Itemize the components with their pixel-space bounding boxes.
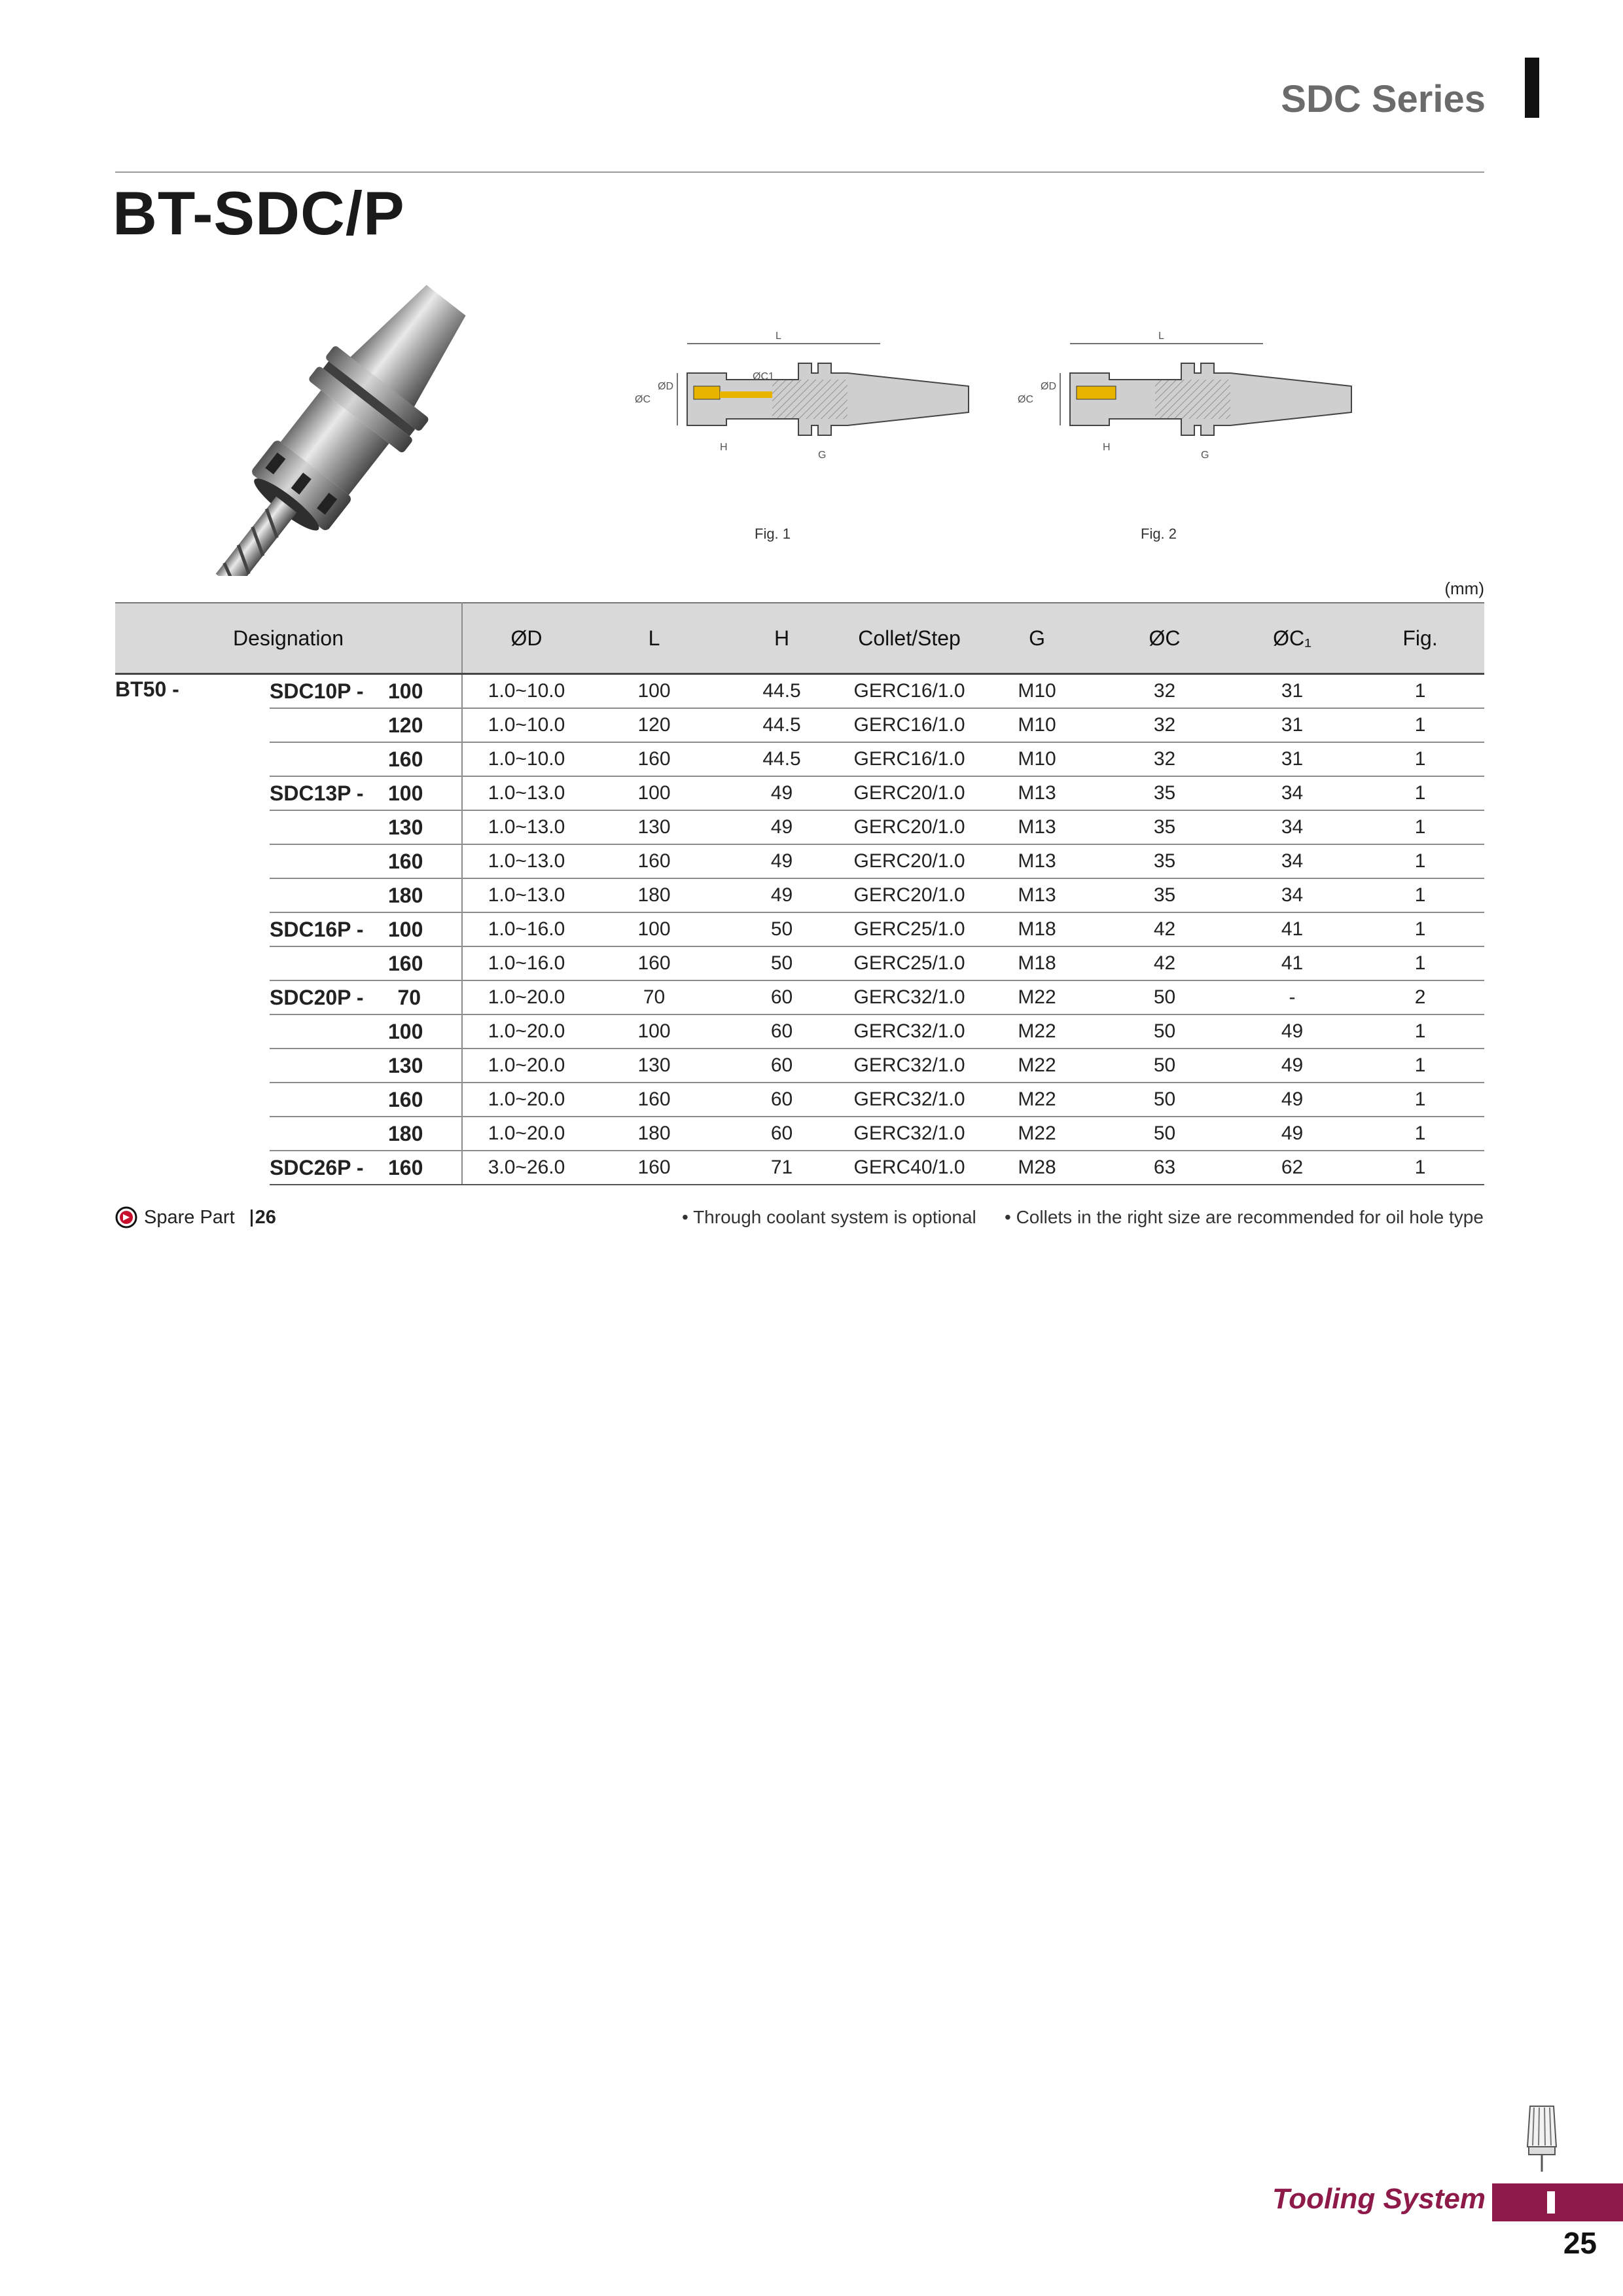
- cell-l: 160: [590, 742, 718, 776]
- cell-d: 1.0~20.0: [462, 1117, 590, 1151]
- svg-text:ØC: ØC: [1018, 394, 1033, 405]
- cell-collet: GERC32/1.0: [846, 1117, 973, 1151]
- cell-h: 49: [718, 776, 846, 810]
- cell-l: 120: [590, 708, 718, 742]
- length-cell: 70: [388, 980, 462, 1014]
- cell-collet: GERC25/1.0: [846, 946, 973, 980]
- cell-g: M22: [973, 1117, 1101, 1151]
- svg-text:ØC1: ØC1: [753, 371, 774, 382]
- cell-c1: 49: [1228, 1083, 1356, 1117]
- header-fig: Fig.: [1356, 603, 1484, 674]
- fig1-drawing: [622, 314, 988, 511]
- cell-c1: 49: [1228, 1049, 1356, 1083]
- cell-c: 63: [1101, 1151, 1228, 1185]
- cell-d: 1.0~13.0: [462, 810, 590, 844]
- svg-text:ØD: ØD: [658, 381, 673, 392]
- cell-h: 44.5: [718, 674, 846, 709]
- fig2-caption: Fig. 2: [1141, 526, 1177, 542]
- cell-g: M10: [973, 708, 1101, 742]
- cell-collet: GERC16/1.0: [846, 674, 973, 709]
- fig1-caption: Fig. 1: [755, 526, 791, 542]
- table-row: [115, 1049, 1484, 1083]
- cell-fig: 1: [1356, 708, 1484, 742]
- section-tab-mark: [1547, 2191, 1555, 2214]
- group-label: BT50 -: [115, 677, 179, 701]
- cell-h: 60: [718, 1049, 846, 1083]
- spare-part-page-number: 26: [255, 1206, 276, 1228]
- table-row: [115, 708, 1484, 742]
- length-cell: 100: [388, 674, 462, 709]
- cell-h: 60: [718, 980, 846, 1014]
- cell-l: 160: [590, 1083, 718, 1117]
- cell-fig: 1: [1356, 844, 1484, 878]
- table-row: [115, 1014, 1484, 1049]
- header-l: L: [590, 603, 718, 674]
- model-cell: [270, 1117, 388, 1151]
- table-row: [115, 912, 1484, 946]
- cell-c: 50: [1101, 1049, 1228, 1083]
- cell-l: 100: [590, 776, 718, 810]
- cell-g: M10: [973, 674, 1101, 709]
- cell-fig: 1: [1356, 1014, 1484, 1049]
- cell-fig: 1: [1356, 1083, 1484, 1117]
- cell-c1: 34: [1228, 776, 1356, 810]
- cell-fig: 1: [1356, 1117, 1484, 1151]
- model-cell: [270, 844, 388, 878]
- cell-h: 50: [718, 912, 846, 946]
- cell-g: M13: [973, 878, 1101, 912]
- page-number: 25: [1563, 2226, 1597, 2260]
- spare-part-label: Spare Part: [144, 1206, 235, 1228]
- table-row: [115, 1083, 1484, 1117]
- svg-text:G: G: [1201, 450, 1209, 461]
- table-row: [115, 1151, 1484, 1185]
- table-row: [115, 844, 1484, 878]
- cell-g: M13: [973, 844, 1101, 878]
- cell-c1: -: [1228, 980, 1356, 1014]
- section-tab-marker: [1525, 58, 1539, 118]
- cell-d: 1.0~10.0: [462, 742, 590, 776]
- cell-l: 100: [590, 1014, 718, 1049]
- length-cell: 160: [388, 1151, 462, 1185]
- cell-d: 1.0~16.0: [462, 946, 590, 980]
- model-cell: SDC16P -: [270, 912, 388, 946]
- header-h: H: [718, 603, 846, 674]
- cell-g: M10: [973, 742, 1101, 776]
- cell-d: 3.0~26.0: [462, 1151, 590, 1185]
- cell-collet: GERC20/1.0: [846, 776, 973, 810]
- cell-g: M28: [973, 1151, 1101, 1185]
- cell-l: 160: [590, 844, 718, 878]
- spare-part-page: [251, 1207, 276, 1229]
- cell-d: 1.0~20.0: [462, 1083, 590, 1117]
- cell-l: 100: [590, 674, 718, 709]
- unit-label: (mm): [1444, 579, 1484, 598]
- cell-g: M18: [973, 912, 1101, 946]
- cell-h: 49: [718, 810, 846, 844]
- cell-fig: 1: [1356, 776, 1484, 810]
- cell-c1: 31: [1228, 708, 1356, 742]
- cell-h: 60: [718, 1083, 846, 1117]
- cell-d: 1.0~20.0: [462, 1049, 590, 1083]
- cell-d: 1.0~13.0: [462, 776, 590, 810]
- cell-fig: 1: [1356, 742, 1484, 776]
- length-cell: 180: [388, 1117, 462, 1151]
- header-d: ØD: [462, 603, 590, 674]
- cell-fig: 1: [1356, 946, 1484, 980]
- cell-c1: 41: [1228, 946, 1356, 980]
- cell-h: 49: [718, 878, 846, 912]
- model-cell: [270, 1014, 388, 1049]
- cell-l: 130: [590, 810, 718, 844]
- cell-fig: 2: [1356, 980, 1484, 1014]
- cell-h: 60: [718, 1117, 846, 1151]
- cell-c: 35: [1101, 810, 1228, 844]
- cell-c1: 62: [1228, 1151, 1356, 1185]
- table-row: [115, 742, 1484, 776]
- cell-fig: 1: [1356, 878, 1484, 912]
- cell-l: 180: [590, 878, 718, 912]
- cell-h: 50: [718, 946, 846, 980]
- cell-l: 160: [590, 1151, 718, 1185]
- length-cell: 160: [388, 844, 462, 878]
- cell-c1: 41: [1228, 912, 1356, 946]
- cell-h: 71: [718, 1151, 846, 1185]
- cell-c1: 49: [1228, 1117, 1356, 1151]
- cell-h: 44.5: [718, 708, 846, 742]
- table-row: [115, 674, 1484, 709]
- collet-icon: [1522, 2101, 1561, 2173]
- cell-g: M18: [973, 946, 1101, 980]
- length-cell: 100: [388, 1014, 462, 1049]
- table-row: [115, 776, 1484, 810]
- svg-text:H: H: [720, 442, 728, 453]
- cell-l: 100: [590, 912, 718, 946]
- svg-text:H: H: [1103, 442, 1111, 453]
- svg-text:ØC: ØC: [635, 394, 651, 405]
- cell-c1: 31: [1228, 674, 1356, 709]
- model-cell: SDC26P -: [270, 1151, 388, 1185]
- svg-text:ØD: ØD: [1041, 381, 1056, 392]
- length-cell: 160: [388, 946, 462, 980]
- length-cell: 130: [388, 1049, 462, 1083]
- length-cell: 160: [388, 742, 462, 776]
- cell-g: M22: [973, 1014, 1101, 1049]
- cell-h: 49: [718, 844, 846, 878]
- header-c: ØC: [1101, 603, 1228, 674]
- cell-c: 32: [1101, 742, 1228, 776]
- cell-c: 35: [1101, 776, 1228, 810]
- cell-c: 32: [1101, 708, 1228, 742]
- cell-d: 1.0~10.0: [462, 674, 590, 709]
- cell-h: 44.5: [718, 742, 846, 776]
- length-cell: 160: [388, 1083, 462, 1117]
- model-cell: [270, 1083, 388, 1117]
- header-c1: ØC₁: [1228, 603, 1356, 674]
- cell-d: 1.0~13.0: [462, 844, 590, 878]
- note-coolant: • Through coolant system is optional: [682, 1207, 976, 1227]
- cell-l: 160: [590, 946, 718, 980]
- section-label: Tooling System: [1272, 2183, 1486, 2215]
- cell-c1: 31: [1228, 742, 1356, 776]
- spec-table: [115, 602, 1484, 1185]
- cell-c: 50: [1101, 1014, 1228, 1049]
- note-collets: • Collets in the right size are recommended for oil hole type: [1005, 1207, 1484, 1227]
- model-cell: [270, 810, 388, 844]
- cell-fig: 1: [1356, 1049, 1484, 1083]
- cell-collet: GERC25/1.0: [846, 912, 973, 946]
- cell-c: 50: [1101, 1117, 1228, 1151]
- cell-collet: GERC20/1.0: [846, 810, 973, 844]
- cell-c: 32: [1101, 674, 1228, 709]
- cell-collet: GERC32/1.0: [846, 1083, 973, 1117]
- fig2-drawing: [1005, 314, 1371, 511]
- cell-d: 1.0~13.0: [462, 878, 590, 912]
- cell-collet: GERC20/1.0: [846, 844, 973, 878]
- length-cell: 120: [388, 708, 462, 742]
- cell-g: M13: [973, 776, 1101, 810]
- model-cell: SDC10P -: [270, 674, 388, 709]
- cell-c1: 34: [1228, 844, 1356, 878]
- model-cell: SDC20P -: [270, 980, 388, 1014]
- tool-holder-photo: [177, 268, 517, 576]
- cell-fig: 1: [1356, 810, 1484, 844]
- table-row: [115, 1117, 1484, 1151]
- cell-fig: 1: [1356, 912, 1484, 946]
- cell-d: 1.0~20.0: [462, 1014, 590, 1049]
- header-divider: [115, 171, 1484, 173]
- cell-fig: 1: [1356, 1151, 1484, 1185]
- cell-d: 1.0~10.0: [462, 708, 590, 742]
- cell-l: 130: [590, 1049, 718, 1083]
- cell-g: M22: [973, 1083, 1101, 1117]
- model-cell: SDC13P -: [270, 776, 388, 810]
- cell-d: 1.0~20.0: [462, 980, 590, 1014]
- spare-part-reference: [115, 1204, 276, 1230]
- page-title: BT-SDC/P: [113, 179, 405, 247]
- cell-c: 42: [1101, 912, 1228, 946]
- length-cell: 180: [388, 878, 462, 912]
- cell-g: M22: [973, 980, 1101, 1014]
- header-designation: Designation: [115, 603, 462, 674]
- table-row: [115, 878, 1484, 912]
- section-tab: [1492, 2183, 1623, 2221]
- cell-c1: 34: [1228, 878, 1356, 912]
- length-cell: 130: [388, 810, 462, 844]
- length-cell: 100: [388, 776, 462, 810]
- svg-text:L: L: [1158, 331, 1164, 342]
- cell-collet: GERC32/1.0: [846, 1049, 973, 1083]
- cell-g: M13: [973, 810, 1101, 844]
- cell-collet: GERC16/1.0: [846, 742, 973, 776]
- cell-l: 70: [590, 980, 718, 1014]
- table-row: [115, 810, 1484, 844]
- cell-collet: GERC16/1.0: [846, 708, 973, 742]
- model-cell: [270, 878, 388, 912]
- cell-c: 42: [1101, 946, 1228, 980]
- svg-text:L: L: [776, 331, 781, 342]
- cell-c1: 34: [1228, 810, 1356, 844]
- cell-g: M22: [973, 1049, 1101, 1083]
- cell-c: 35: [1101, 844, 1228, 878]
- cell-collet: GERC32/1.0: [846, 1014, 973, 1049]
- arrow-circle-icon: [115, 1206, 137, 1229]
- cell-c: 50: [1101, 980, 1228, 1014]
- model-cell: [270, 708, 388, 742]
- table-row: [115, 980, 1484, 1014]
- cell-c1: 49: [1228, 1014, 1356, 1049]
- header-collet: Collet/Step: [846, 603, 973, 674]
- cell-collet: GERC20/1.0: [846, 878, 973, 912]
- cell-c: 50: [1101, 1083, 1228, 1117]
- cell-fig: 1: [1356, 674, 1484, 709]
- cell-l: 180: [590, 1117, 718, 1151]
- length-cell: 100: [388, 912, 462, 946]
- table-header-row: [115, 603, 1484, 674]
- table-row: [115, 946, 1484, 980]
- cell-d: 1.0~16.0: [462, 912, 590, 946]
- svg-text:G: G: [818, 450, 827, 461]
- cell-collet: GERC32/1.0: [846, 980, 973, 1014]
- model-cell: [270, 742, 388, 776]
- cell-collet: GERC40/1.0: [846, 1151, 973, 1185]
- model-cell: [270, 1049, 388, 1083]
- cell-c: 35: [1101, 878, 1228, 912]
- series-title: SDC Series: [1281, 78, 1486, 120]
- header-g: G: [973, 603, 1101, 674]
- cell-h: 60: [718, 1014, 846, 1049]
- model-cell: [270, 946, 388, 980]
